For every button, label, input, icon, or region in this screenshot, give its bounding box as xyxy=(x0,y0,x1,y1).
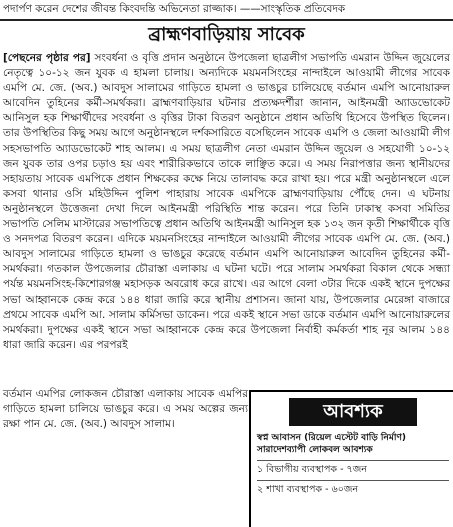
article-text: সংবর্ধনা ও বৃত্তি প্রদান অনুষ্ঠানে উপজেলা ছাত্রলীগ সভাপতি এমরান উদ্দিন জুয়েলের নেতৃত্বে ১০-১২ জন যুবক এ হামলা চালায়। অন্যদিকে ময়মনসিংহের নান্দাইলে আওয়ামী লীগের সাবেক এমপি মে. জে. (অব.) আবদুস সালামের গাড়িতে হামলা ও ভাঙচুর চালিয়েছে বর্তমান এমপি আনোয়ারুল আবেদিন তুহিনের কর্মী-সমর্থকরা। ব্রাহ্মণবাড়িয়ার ঘটনার প্রত্যক্ষদর্শীরা জানান, আইনমন্ত্রী অ্যাডভোকেট আনিসুল হক শিক্ষার্থীদের সংবর্ধনা ও বৃত্তির টাকা বিতরণ অনুষ্ঠানে প্রধান অতিথি হিসেবে উপস্থিত ছিলেন। তার উপস্থিতির কিছু সময় আগে অনুষ্ঠানস্থলে দর্শকসারিতে বসেছিলেন সাবেক এমপি ও জেলা আওয়ামী লীগ সহসভাপতি অ্যাডভোকেট শাহ আলম। এ সময় ছাত্রলীগ নেতা এমরান উদ্দিন জুয়েল ও সহযোগী ১০-১২ জন যুবক তার ওপর চড়াও হয় এবং শারীরিকভাবে তাকে লাঞ্ছিত করে। এ সময় নিরাপত্তার জন্য স্থানীয়দের সহায়তায় সাবেক এমপিকে প্রধান শিক্ষকের কক্ষে নিয়ে তালাবদ্ধ করে রাখা হয়। পরে মন্ত্রী অনুষ্ঠানস্থলে এলে কসবা থানার ওসি মহিউদ্দিন পুলিশ পাহারায় সাবেক এমপিকে ব্রাহ্মণবাড়িয়ায় পৌঁছে দেন। এ ঘটনায় অনুষ্ঠানস্থলে উত্তেজনা দেখা দিলে আইনমন্ত্রী পরিস্থিতি শান্ত করেন। পরে তিনি ঢাকাস্থ কসবা সমিতির সভাপতি সেলিম মাস্টারের সভাপতিত্বে প্রধান অতিথি আইনমন্ত্রী আনিসুল হক ১৩২ জন কৃতী শিক্ষার্থীকে বৃত্তি ও সনদপত্র বিতরণ করেন। এদিকে ময়মনসিংহের নান্দাইলে আওয়ামী লীগের সাবেক এমপি মে. জে. (অব.) আবদুস সালামের গাড়িতে হামলা ও ভাঙচুর করেছে বর্তমান এমপি আনোয়ারুল আবেদিন তুহিনের কর্মী-সমর্থকরা। গতকাল উপজেলার চৌরাস্তা এলাকায় এ ঘটনা ঘটে। পরে সালাম সমর্থকরা বিকাল থেকে সন্ধ্যা পর্যন্ত ময়মনসিংহ-কিশোরগঞ্জ মহাসড়ক অবরোধ করে রাখে। এর আগে বেলা ৩টার দিকে একই স্থানে দুপক্ষের সভা আহ্বানকে কেন্দ্র করে ১৪৪ ধারা জারি করে স্থানীয় প্রশাসন। জানা যায়, উপজেলার মেরেঙ্গা বাজারে প্রথমে সাবেক এমপি আ. সালাম কর্মিসভা ডাকেন। পরে একই স্থানে সভা ডাকে বর্তমান এমপি আনোয়ারুলের সমর্থকরা। দুপক্ষের একই স্থানে সভা আহ্বানকে কেন্দ্র করে উপজেলা নির্বাহী কর্মকর্তা শাহ নূর আলম ১৪৪ ধারা জারি করেন। এর পরপরই xyxy=(3,52,451,351)
ad-item-2: ২ শাখা ব্যবস্থাপক - ৬০জন xyxy=(257,480,449,496)
classified-ad xyxy=(249,390,453,527)
ad-title: আবশ্যক xyxy=(289,398,417,426)
continuation-tag: [পেছনের পৃষ্ঠার পর] xyxy=(3,52,91,64)
article-body xyxy=(3,51,450,353)
article-continued: বর্তমান এমপির লোকজন চৌরাস্তা এলাকায় সাবেক এমপির গাড়িতে হামলা চালিয়ে ভাঙচুর করে। এ সময় অল্পের জন্য রক্ষা পান মে. জে. (অব.) আবদুস সালাম। xyxy=(3,388,248,431)
headline: ব্রাহ্মণবাড়িয়ায় সাবেক xyxy=(148,24,305,45)
top-text-line: পদার্পণ করেন দেশের জীবন্ত কিংবদন্তি অভিনেতা রাজ্জাক। ——সাংস্কৃতিক প্রতিবেদক xyxy=(3,3,346,15)
ad-item-1: ১ বিভাগীয় ব্যবস্থাপক - ৭জন xyxy=(257,460,449,476)
ad-subtitle: স্বপ্ন আবাসন (রিয়েল এস্টেট বাড়ি নির্মাণ) সারাদেশব্যাপী লোকবল আবশ্যক xyxy=(257,433,407,455)
